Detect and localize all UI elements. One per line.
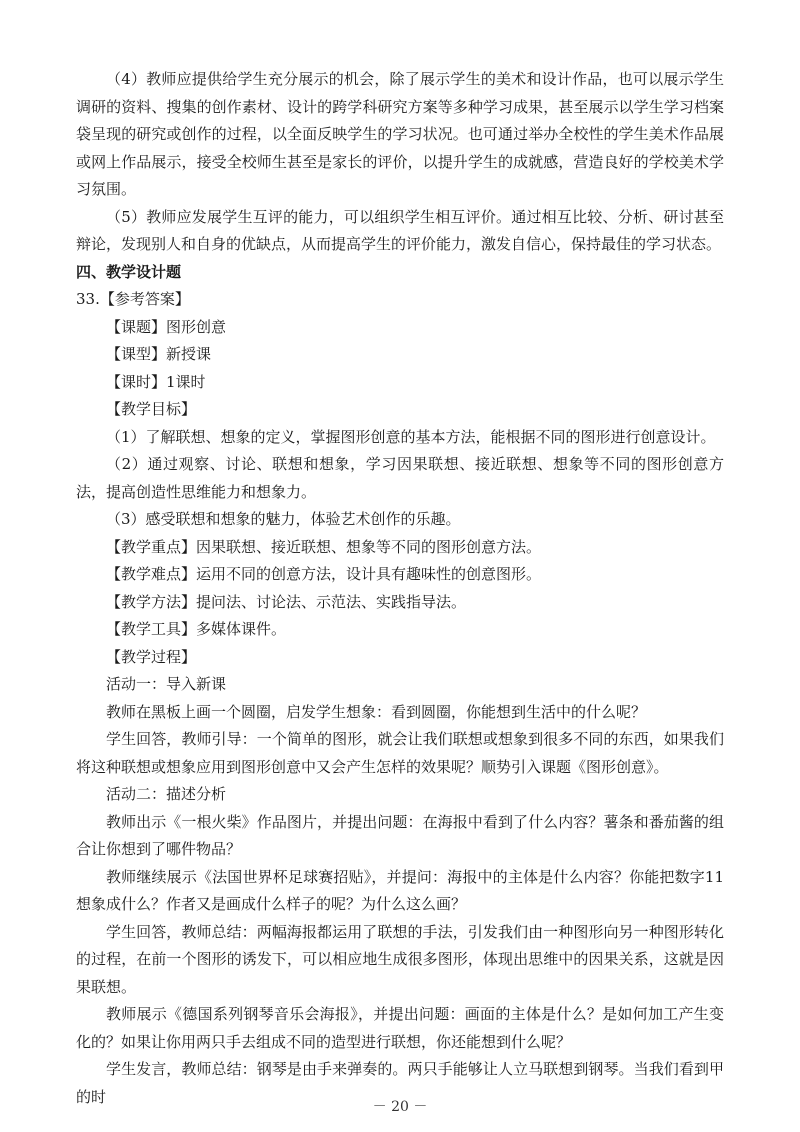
paragraph: 学生回答，教师引导：一个简单的图形，就会让我们联想或想象到很多不同的东西，如果我们将这种联想或想象应用到图形创意中又会产生怎样的效果呢？顺势引入课题《图形创意》。 xyxy=(76,730,724,776)
page-number: － 20 － xyxy=(372,1099,428,1115)
paragraph: （2）通过观察、讨论、联想和想象，学习因果联想、接近联想、想象等不同的图形创意方法，提高创造性思维能力和想象力。 xyxy=(76,455,724,501)
paragraph: 教师展示《德国系列钢琴音乐会海报》，并提出问题：画面的主体是什么？是如何加工产生变化的？如果让你用两只手去组成不同的造型进行联想，你还能想到什么呢？ xyxy=(76,1005,724,1051)
paragraph: 教师在黑板上画一个圆圈，启发学生想象：看到圆圈，你能想到生活中的什么呢？ xyxy=(106,702,647,721)
paragraph: 【课型】新授课 xyxy=(106,345,212,363)
paragraph: 【教学工具】多媒体课件。 xyxy=(106,620,287,638)
paragraph: 活动二：描述分析 xyxy=(106,785,227,803)
paragraph: 【教学过程】 xyxy=(106,647,197,666)
paragraph: 教师出示《一根火柴》作品图片，并提出问题：在海报中看到了什么内容？薯条和番茄酱的组合让你想到了哪件物品？ xyxy=(76,812,724,858)
paragraph: 【教学重点】因果联想、接近联想、想象等不同的图形创意方法。 xyxy=(106,537,542,556)
paragraph: 【教学方法】提问法、讨论法、示范法、实践指导法。 xyxy=(106,592,467,611)
paragraph: （4）教师应提供给学生充分展示的机会，除了展示学生的美术和设计作品，也可以展示学生调研的资料、搜集的创作素材、设计的跨学科研究方案等多种学习成果，甚至展示以学生学习档案袋呈现的研究或创作的过程，以全面反映学生的学习状况。也可通过举办全校性的学生美术作品展或网上作品展示，接受全校师生甚至是家长的评价，以提升学生的成就感，营造良好的学校美术学习氛围。 xyxy=(76,70,724,198)
paragraph: 活动一：导入新课 xyxy=(106,675,227,693)
paragraph: 【教学难点】运用不同的创意方法，设计具有趣味性的创意图形。 xyxy=(106,565,542,583)
paragraph: 【课时】1课时 xyxy=(106,372,206,391)
paragraph: 学生发言，教师总结：钢琴是由手来弹奏的。两只手能够让人立马联想到钢琴。当我们看到甲的时 xyxy=(76,1060,724,1106)
document-body xyxy=(76,66,724,1111)
paragraph: 教师继续展示《法国世界杯足球赛招贴》，并提问：海报中的主体是什么内容？你能把数字11想象成什么？作者又是画成什么样子的呢？为什么这么画？ xyxy=(76,867,724,913)
paragraph: （1）了解联想、想象的定义，掌握图形创意的基本方法，能根据不同的图形进行创意设计。 xyxy=(106,427,716,446)
paragraph: 【教学目标】 xyxy=(106,400,197,418)
paragraph: （5）教师应发展学生互评的能力，可以组织学生相互评价。通过相互比较、分析、研讨甚至辩论，发现别人和自身的优缺点，从而提高学生的评价能力，激发自信心，保持最佳的学习状态。 xyxy=(76,207,724,253)
paragraph: 33.【参考答案】 xyxy=(76,290,190,308)
section-heading: 四、教学设计题 xyxy=(76,262,182,281)
paragraph: 学生回答，教师总结：两幅海报都运用了联想的手法，引发我们由一种图形向另一种图形转化的过程，在前一个图形的诱发下，可以相应地生成很多图形，体现出思维中的因果关系，这就是因果联想。 xyxy=(76,922,724,996)
paragraph: （3）感受联想和想象的魅力，体验艺术创作的乐趣。 xyxy=(106,510,461,528)
paragraph: 【课题】图形创意 xyxy=(106,317,227,336)
